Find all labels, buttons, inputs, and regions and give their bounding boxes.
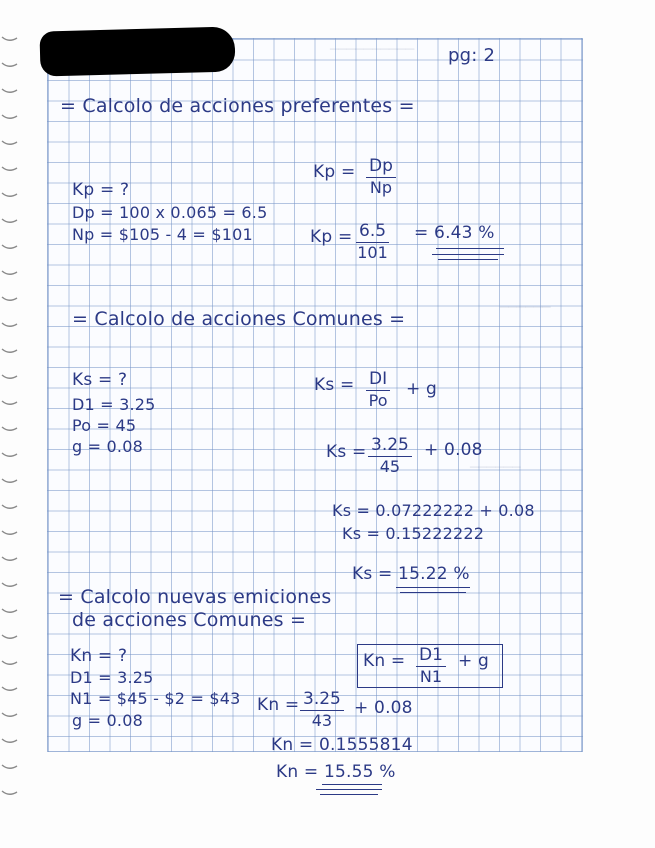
binding-ring-mark bbox=[0, 138, 20, 148]
section2-step1: Ks = 0.07222222 + 0.08 bbox=[332, 501, 535, 520]
result-underline bbox=[438, 259, 498, 260]
fraction-denominator: Np bbox=[369, 177, 392, 197]
result-underline bbox=[436, 248, 504, 249]
section1-calc-result: = 6.43 % bbox=[414, 223, 495, 243]
section1-title: = Calcolo de acciones preferentes = bbox=[60, 95, 415, 117]
section1-dp-line: Dp = 100 x 0.065 = 6.5 bbox=[72, 203, 268, 222]
binding-ring-mark bbox=[0, 112, 20, 122]
binding-ring-mark bbox=[0, 606, 20, 616]
section3-result: Kn = 15.55 % bbox=[276, 762, 396, 782]
binding-ring-mark bbox=[0, 476, 20, 486]
section2-formula-lhs: Ks = bbox=[314, 375, 355, 395]
section3-formula-tail: + g bbox=[458, 651, 490, 671]
redaction-bar bbox=[39, 26, 235, 76]
bleed-through-text: ────── bbox=[500, 300, 551, 316]
binding-ring-mark bbox=[0, 632, 20, 642]
result-underline bbox=[400, 592, 466, 593]
section2-ks-unknown: Ks = ? bbox=[72, 370, 128, 390]
binding-ring-mark bbox=[0, 372, 20, 382]
binding-ring-mark bbox=[0, 190, 20, 200]
section3-calc-lhs: Kn = bbox=[257, 695, 300, 715]
section3-title-line1: = Calcolo nuevas emiciones bbox=[58, 586, 332, 608]
binding-ring-mark bbox=[0, 216, 20, 226]
binding-ring-mark bbox=[0, 34, 20, 44]
section1-calc-lhs: Kp = bbox=[310, 227, 353, 247]
binding-ring-mark bbox=[0, 294, 20, 304]
section2-g-line: g = 0.08 bbox=[72, 437, 143, 456]
binding-ring-mark bbox=[0, 424, 20, 434]
bleed-through-text: ────── bbox=[470, 460, 521, 476]
section1-np-line: Np = $105 - 4 = $101 bbox=[72, 225, 253, 244]
section3-title-line2: de acciones Comunes = bbox=[72, 609, 307, 631]
fraction-numerator: 6.5 bbox=[356, 222, 389, 243]
section2-d1-line: D1 = 3.25 bbox=[72, 395, 156, 414]
section3-calc-fraction bbox=[300, 690, 344, 730]
fraction-numerator: 3.25 bbox=[368, 436, 412, 457]
result-underline bbox=[322, 784, 382, 785]
binding-ring-mark bbox=[0, 164, 20, 174]
binding-ring-mark bbox=[0, 710, 20, 720]
result-underline bbox=[320, 794, 378, 795]
section2-formula-tail: + g bbox=[406, 379, 438, 399]
section2-step2: Ks = 0.15222222 bbox=[342, 524, 485, 543]
section3-formula-lhs: Kn = bbox=[363, 651, 406, 671]
binding-ring-mark bbox=[0, 762, 20, 772]
fraction-numerator: 3.25 bbox=[300, 690, 344, 711]
binding-ring-mark bbox=[0, 450, 20, 460]
binding-ring-mark bbox=[0, 788, 20, 798]
section2-po-line: Po = 45 bbox=[72, 416, 137, 435]
fraction-denominator: 43 bbox=[311, 710, 333, 730]
binding-ring-mark bbox=[0, 684, 20, 694]
fraction-numerator: Dp bbox=[366, 157, 396, 178]
binding-ring-mark bbox=[0, 346, 20, 356]
fraction-numerator: D1 bbox=[416, 646, 446, 667]
section2-formula-fraction bbox=[366, 370, 390, 410]
binding-ring-mark bbox=[0, 736, 20, 746]
binding-ring-mark bbox=[0, 86, 20, 96]
binding-ring-mark bbox=[0, 398, 20, 408]
fraction-denominator: 101 bbox=[357, 242, 388, 262]
page-number: pg: 2 bbox=[448, 45, 496, 66]
bleed-through-text: ────────── bbox=[330, 42, 415, 58]
section3-g-line: g = 0.08 bbox=[72, 711, 143, 730]
result-underline bbox=[432, 254, 504, 255]
result-underline bbox=[396, 587, 470, 588]
binding-ring-mark bbox=[0, 580, 20, 590]
section1-formula-lhs: Kp = bbox=[313, 162, 356, 182]
binding-ring-mark bbox=[0, 242, 20, 252]
binding-ring-mark bbox=[0, 554, 20, 564]
section1-formula-fraction bbox=[366, 157, 396, 197]
section1-calc-fraction bbox=[356, 222, 389, 262]
section1-kp-unknown: Kp = ? bbox=[72, 180, 130, 200]
section2-result: Ks = 15.22 % bbox=[352, 564, 470, 584]
section3-formula-fraction bbox=[416, 646, 446, 686]
section2-calc-fraction bbox=[368, 436, 412, 476]
fraction-denominator: 45 bbox=[379, 456, 401, 476]
section3-step1: Kn = 0.1555814 bbox=[271, 735, 413, 755]
section3-n1-line: N1 = $45 - $2 = $43 bbox=[70, 689, 241, 708]
section3-d1-line: D1 = 3.25 bbox=[70, 668, 154, 687]
binding-ring-mark bbox=[0, 658, 20, 668]
section2-title: = Calcolo de acciones Comunes = bbox=[72, 308, 406, 330]
binding-ring-mark bbox=[0, 502, 20, 512]
section2-calc-lhs: Ks = bbox=[326, 442, 367, 462]
binding-ring-mark bbox=[0, 268, 20, 278]
fraction-denominator: Po bbox=[368, 390, 388, 410]
binding-ring-mark bbox=[0, 528, 20, 538]
section3-kn-unknown: Kn = ? bbox=[70, 646, 128, 666]
fraction-denominator: N1 bbox=[419, 666, 443, 686]
section2-calc-tail: + 0.08 bbox=[424, 440, 483, 460]
binding-ring-mark bbox=[0, 320, 20, 330]
fraction-numerator: DI bbox=[366, 370, 390, 391]
binding-ring-mark bbox=[0, 60, 20, 70]
result-underline bbox=[316, 789, 382, 790]
section3-calc-tail: + 0.08 bbox=[354, 698, 413, 718]
